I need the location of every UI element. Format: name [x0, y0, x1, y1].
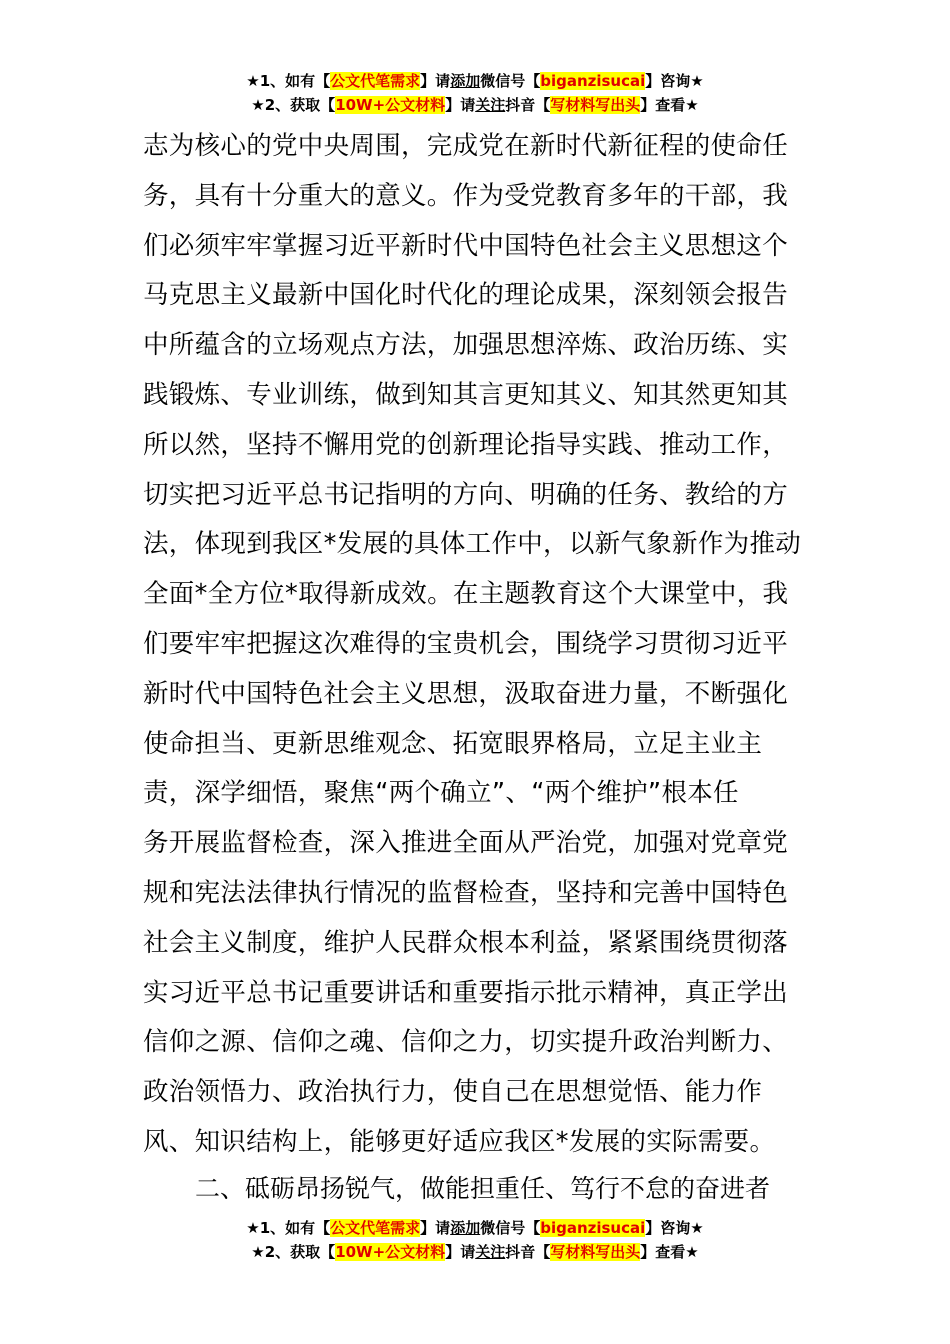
- banner-text: 】查看★: [640, 96, 699, 114]
- douyin-id: 写材料写出头: [550, 96, 641, 114]
- paragraph-line: 新时代中国特色社会主义思想，汲取奋进力量，不断强化: [143, 678, 789, 709]
- banner-text: 】咨询★: [645, 72, 704, 90]
- paragraph-line: 社会主义制度，维护人民群众根本利益，紧紧围绕贯彻落: [143, 927, 789, 958]
- paragraph-line: 所以然，坚持不懈用党的创新理论指导实践、推动工作，: [143, 429, 789, 460]
- banner-line-2: [0, 93, 950, 117]
- paragraph-line: 践锻炼、专业训练，做到知其言更知其义、知其然更知其: [143, 379, 789, 410]
- banner-text: 抖音【: [505, 1243, 551, 1261]
- banner-text: 抖音【: [505, 96, 551, 114]
- banner-text: 】咨询★: [645, 1219, 704, 1237]
- banner-text: 】请: [420, 72, 451, 90]
- banner-text: 】请: [445, 1243, 476, 1261]
- highlight-text: 10W+公文材料: [335, 96, 446, 114]
- paragraph-line: 们必须牢牢掌握习近平新时代中国特色社会主义思想这个: [143, 230, 789, 261]
- wechat-id: biganzisucai: [540, 72, 646, 90]
- banner-text: ★1、如有【: [246, 72, 331, 90]
- banner-line-2: [0, 1240, 950, 1264]
- paragraph-line: 法，体现到我区*发展的具体工作中，以新气象新作为推动: [143, 529, 802, 560]
- highlight-text: 公文代笔需求: [330, 72, 421, 90]
- underlined-text: 关注: [475, 1243, 506, 1261]
- footer-banner: [0, 1216, 950, 1264]
- paragraph-line: 信仰之源、信仰之魂、信仰之力，切实提升政治判断力、: [143, 1027, 789, 1058]
- banner-text: 】请: [420, 1219, 451, 1237]
- banner-text: 】查看★: [640, 1243, 699, 1261]
- underlined-text: 添加: [450, 72, 481, 90]
- paragraph-line: 们要牢牢把握这次难得的宝贵机会，围绕学习贯彻习近平: [143, 628, 789, 659]
- paragraph-line: 务开展监督检查，深入推进全面从严治党，加强对党章党: [143, 828, 789, 859]
- paragraph-line: 规和宪法法律执行情况的监督检查，坚持和完善中国特色: [143, 877, 789, 908]
- banner-text: 微信号【: [480, 1219, 541, 1237]
- paragraph-line: 志为核心的党中央周围，完成党在新时代新征程的使命任: [143, 131, 789, 161]
- paragraph-line: 政治领悟力、政治执行力，使自己在思想觉悟、能力作: [143, 1077, 763, 1108]
- banner-text: 】请: [445, 96, 476, 114]
- highlight-text: 10W+公文材料: [335, 1243, 446, 1261]
- header-banner: [0, 69, 950, 117]
- douyin-id: 写材料写出头: [550, 1243, 641, 1261]
- underlined-text: 添加: [450, 1219, 481, 1237]
- highlight-text: 公文代笔需求: [330, 1219, 421, 1237]
- underlined-text: 关注: [475, 96, 506, 114]
- paragraph-line: 风、知识结构上，能够更好适应我区*发展的实际需要。: [143, 1126, 776, 1157]
- banner-line-1: [0, 69, 950, 93]
- banner-line-1: [0, 1216, 950, 1240]
- paragraph-line: 中所蕴含的立场观点方法，加强思想淬炼、政治历练、实: [143, 330, 789, 361]
- banner-text: ★2、获取【: [251, 96, 336, 114]
- paragraph-line: 务，具有十分重大的意义。作为受党教育多年的干部，我: [143, 180, 789, 211]
- section-heading: 二、砥砺昂扬锐气，做能担重任、笃行不怠的奋进者: [195, 1174, 771, 1203]
- wechat-id: biganzisucai: [540, 1219, 646, 1237]
- banner-text: 微信号【: [480, 72, 541, 90]
- body-paragraph: [143, 122, 807, 1168]
- paragraph-line: 责，深学细悟，聚焦“两个确立”、“两个维护”根本任: [143, 778, 739, 809]
- paragraph-line: 马克思主义最新中国化时代化的理论成果，深刻领会报告: [143, 280, 789, 311]
- banner-text: ★1、如有【: [246, 1219, 331, 1237]
- paragraph-line: 全面*全方位*取得新成效。在主题教育这个大课堂中，我: [143, 579, 789, 610]
- paragraph-line: 使命担当、更新思维观念、拓宽眼界格局，立足主业主: [143, 728, 763, 759]
- paragraph-line: 切实把习近平总书记指明的方向、明确的任务、教给的方: [143, 479, 789, 510]
- paragraph-line: 实习近平总书记重要讲话和重要指示批示精神，真正学出: [143, 977, 789, 1008]
- banner-text: ★2、获取【: [251, 1243, 336, 1261]
